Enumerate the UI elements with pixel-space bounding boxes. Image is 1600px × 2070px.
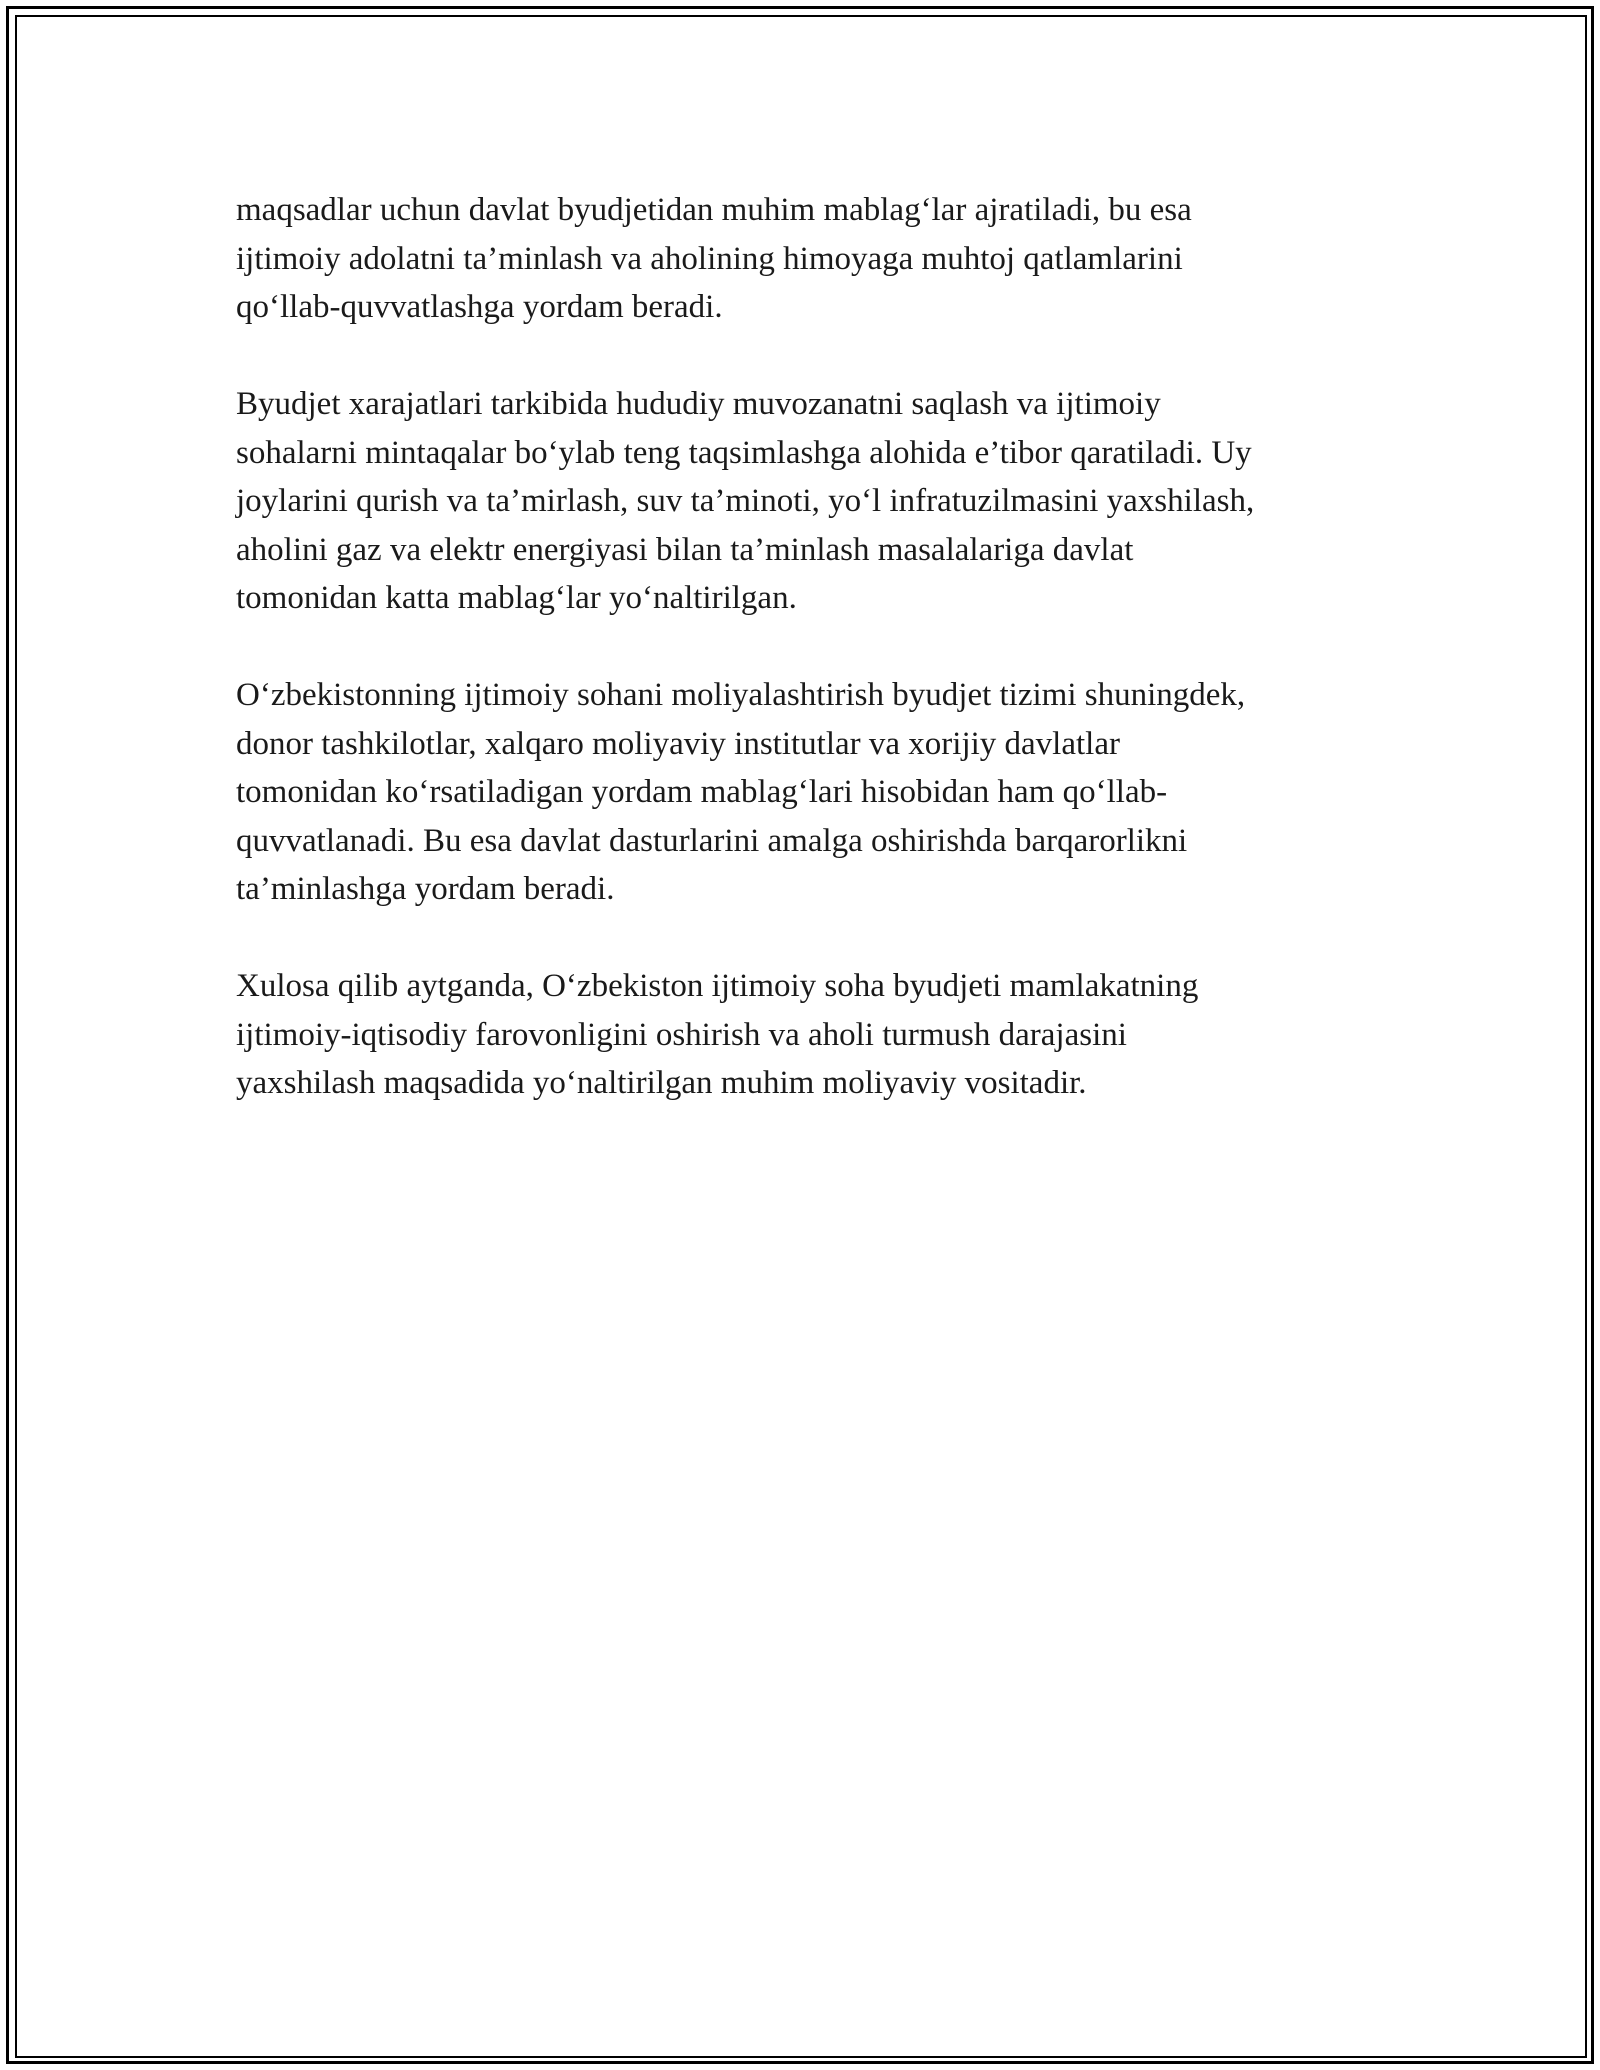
text-line: aholini gaz va elektr energiyasi bilan ta’minlash masalalariga davlat bbox=[236, 531, 1134, 568]
paragraph-donor-support bbox=[236, 671, 1416, 914]
text-line: ijtimoiy adolatni ta’minlash va aholining himoyaga muhtoj qatlamlarini bbox=[236, 240, 1183, 277]
text-line: yaxshilash maqsadida yo‘naltirilgan muhim moliyaviy vositadir. bbox=[236, 1065, 1087, 1101]
text-line: Byudjet xarajatlari tarkibida hududiy muvozanatni saqlash va ijtimoiy bbox=[236, 386, 1161, 422]
paragraph-conclusion bbox=[236, 962, 1416, 1108]
text-line: quvvatlanadi. Bu esa davlat dasturlarini amalga oshirishda barqarorlikni bbox=[236, 822, 1188, 859]
text-line: qo‘llab-quvvatlashga yordam beradi. bbox=[236, 289, 723, 325]
text-line: Xulosa qilib aytganda, O‘zbekiston ijtimoiy soha byudjeti mamlakatning bbox=[236, 968, 1199, 1004]
text-line: ijtimoiy-iqtisodiy farovonligini oshirish va aholi turmush darajasini bbox=[236, 1016, 1127, 1053]
text-line: O‘zbekistonning ijtimoiy sohani moliyalashtirish byudjet tizimi shuningdek, bbox=[236, 677, 1246, 713]
text-line: donor tashkilotlar, xalqaro moliyaviy institutlar va xorijiy davlatlar bbox=[236, 725, 1120, 762]
text-line: ta’minlashga yordam beradi. bbox=[236, 871, 615, 907]
text-line: tomonidan katta mablag‘lar yo‘naltirilgan. bbox=[236, 580, 797, 616]
paragraph-regional-balance bbox=[236, 380, 1416, 623]
paragraph-budget-funds bbox=[236, 186, 1416, 332]
text-line: sohalarni mintaqalar bo‘ylab teng taqsimlashga alohida e’tibor qaratiladi. Uy bbox=[236, 434, 1252, 471]
document-body bbox=[236, 186, 1416, 1156]
text-line: joylarini qurish va ta’mirlash, suv ta’minoti, yo‘l infratuzilmasini yaxshilash, bbox=[236, 483, 1255, 519]
text-line: maqsadlar uchun davlat byudjetidan muhim mablag‘lar ajratiladi, bu esa bbox=[236, 192, 1192, 228]
text-line: tomonidan ko‘rsatiladigan yordam mablag‘lari hisobidan ham qo‘llab- bbox=[236, 774, 1168, 810]
